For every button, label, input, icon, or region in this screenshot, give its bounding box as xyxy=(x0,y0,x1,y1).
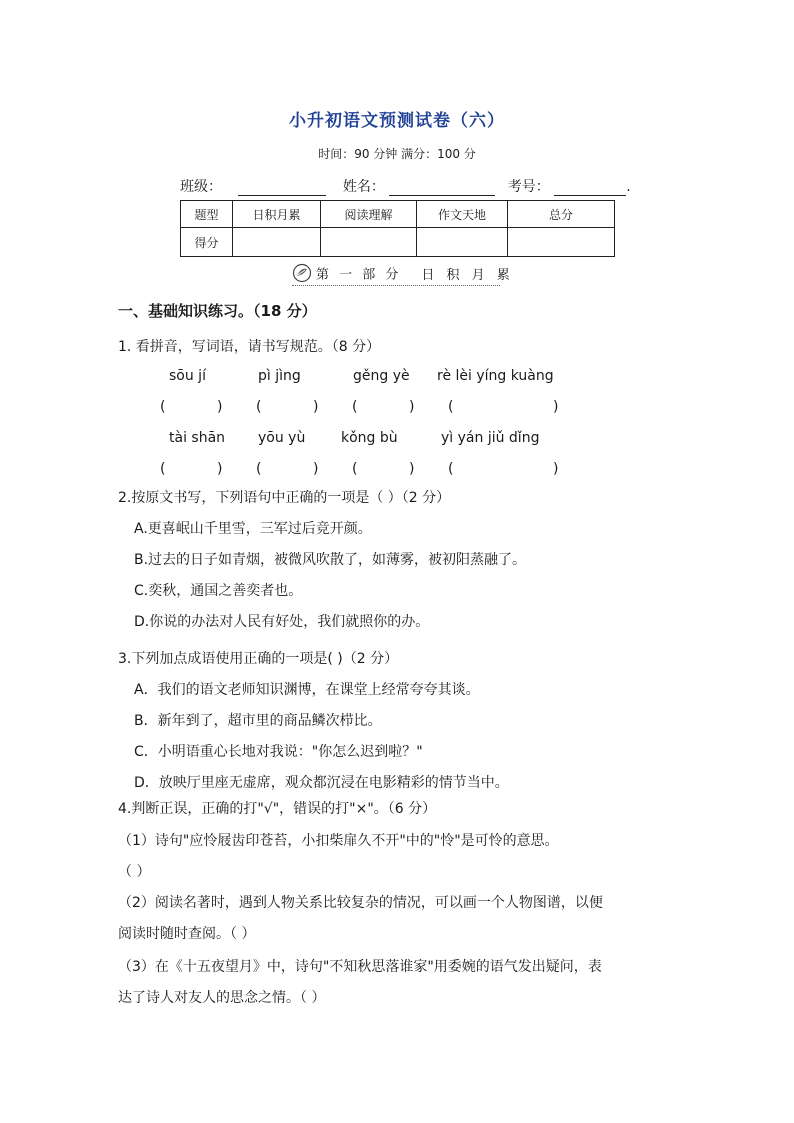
pinyin-text: tài shān xyxy=(169,430,226,446)
score-header-cell: 作文天地 xyxy=(417,201,508,228)
score-header-cell: 题型 xyxy=(181,201,233,228)
score-table-row xyxy=(181,228,615,257)
pinyin-text: rè lèi yíng kuàng xyxy=(437,368,554,384)
answer-paren-open: ( xyxy=(256,461,262,477)
score-header-cell: 日积月累 xyxy=(233,201,321,228)
answer-paren-close: ) xyxy=(553,461,559,477)
answer-paren-open: ( xyxy=(448,461,454,477)
answer-paren-close: ) xyxy=(217,461,223,477)
judgement-item: （2）阅读名著时，遇到人物关系比较复杂的情况，可以画一个人物图谱，以便 xyxy=(118,895,603,911)
question-stem: 1. 看拼音，写词语，请书写规范。（8 分） xyxy=(118,339,381,355)
exam-meta: 时间：90 分钟 满分：100 分 xyxy=(318,147,476,161)
answer-paren-close: ) xyxy=(313,399,319,415)
answer-paren-close: ) xyxy=(409,461,415,477)
pinyin-text: yōu yù xyxy=(258,430,306,446)
option-text: A．我们的语文老师知识渊博，在课堂上经常夸夸其谈。 xyxy=(134,682,480,698)
answer-paren-open: ( xyxy=(448,399,454,415)
exam-title: 小升初语文预测试卷（六） xyxy=(289,111,505,131)
score-table xyxy=(180,200,615,257)
score-cell[interactable] xyxy=(508,228,615,257)
pinyin-text: kǒng bù xyxy=(341,430,398,446)
score-header-cell: 阅读理解 xyxy=(321,201,417,228)
option-text: C．小明语重心长地对我说："你怎么迟到啦？" xyxy=(134,744,423,760)
pinyin-text: yì yán jiǔ dǐng xyxy=(441,430,540,446)
answer-paren-open: ( xyxy=(256,399,262,415)
answer-paren-open: ( xyxy=(160,399,166,415)
question-stem: 2.按原文书写，下列语句中正确的一项是（ ）（2 分） xyxy=(118,490,451,506)
pinyin-text: sōu jí xyxy=(169,368,206,384)
answer-paren-open: ( xyxy=(352,399,358,415)
section-heading: 一、基础知识练习。（18 分） xyxy=(118,302,317,320)
id-field[interactable] xyxy=(554,181,626,196)
answer-paren-close: ) xyxy=(313,461,319,477)
answer-paren-close: ) xyxy=(217,399,223,415)
part-heading xyxy=(292,263,514,286)
judgement-answer: （ ） xyxy=(118,864,151,880)
class-label: 班级： xyxy=(180,179,222,195)
name-label: 姓名： xyxy=(342,179,385,195)
leaf-emblem-icon xyxy=(292,263,312,283)
answer-paren-close: ) xyxy=(553,399,559,415)
part-label: 第 一 部 分 xyxy=(316,267,402,283)
option-text: A.更喜岷山千里雪，三军过后竞开颜。 xyxy=(134,521,372,537)
question-stem: 4.判断正误，正确的打"√"，错误的打"×"。（6 分） xyxy=(118,801,437,817)
answer-paren-close: ) xyxy=(409,399,415,415)
score-row-label: 得分 xyxy=(181,228,233,257)
score-cell[interactable] xyxy=(233,228,321,257)
option-text: B.过去的日子如青烟，被微风吹散了，如薄雾，被初阳蒸融了。 xyxy=(134,552,527,568)
question-stem: 3.下列加点成语使用正确的一项是( )（2 分） xyxy=(118,651,399,667)
judgement-item: （3）在《十五夜望月》中，诗句"不知秋思落谁家"用委婉的语气发出疑问，表 xyxy=(118,959,602,975)
answer-paren-open: ( xyxy=(352,461,358,477)
score-header-cell: 总分 xyxy=(508,201,615,228)
answer-paren-open: ( xyxy=(160,461,166,477)
option-text: D.你说的办法对人民有好处，我们就照你的办。 xyxy=(134,614,430,630)
name-field[interactable] xyxy=(389,181,495,196)
id-label: 考号： xyxy=(507,179,550,195)
option-text: B．新年到了，超市里的商品鳞次栉比。 xyxy=(134,713,382,729)
pinyin-text: pì jìng xyxy=(258,368,301,384)
class-field[interactable] xyxy=(238,181,326,196)
score-table-header-row xyxy=(181,201,615,228)
score-cell[interactable] xyxy=(321,228,417,257)
judgement-item: （1）诗句"应怜屐齿印苍苔，小扣柴扉久不开"中的"怜"是可怜的意思。 xyxy=(118,833,559,849)
judgement-item: 阅读时随时查阅。（ ） xyxy=(118,926,256,942)
student-info-line xyxy=(180,176,631,196)
option-text: D．放映厅里座无虚席，观众都沉浸在电影精彩的情节当中。 xyxy=(134,775,509,791)
pinyin-text: gěng yè xyxy=(353,368,410,384)
judgement-item: 达了诗人对友人的思念之情。（ ） xyxy=(118,990,326,1006)
score-cell[interactable] xyxy=(417,228,508,257)
option-text: C.奕秋，通国之善奕者也。 xyxy=(134,583,303,599)
info-end-dot: . xyxy=(626,179,631,195)
part-name: 日 积 月 累 xyxy=(421,267,514,283)
